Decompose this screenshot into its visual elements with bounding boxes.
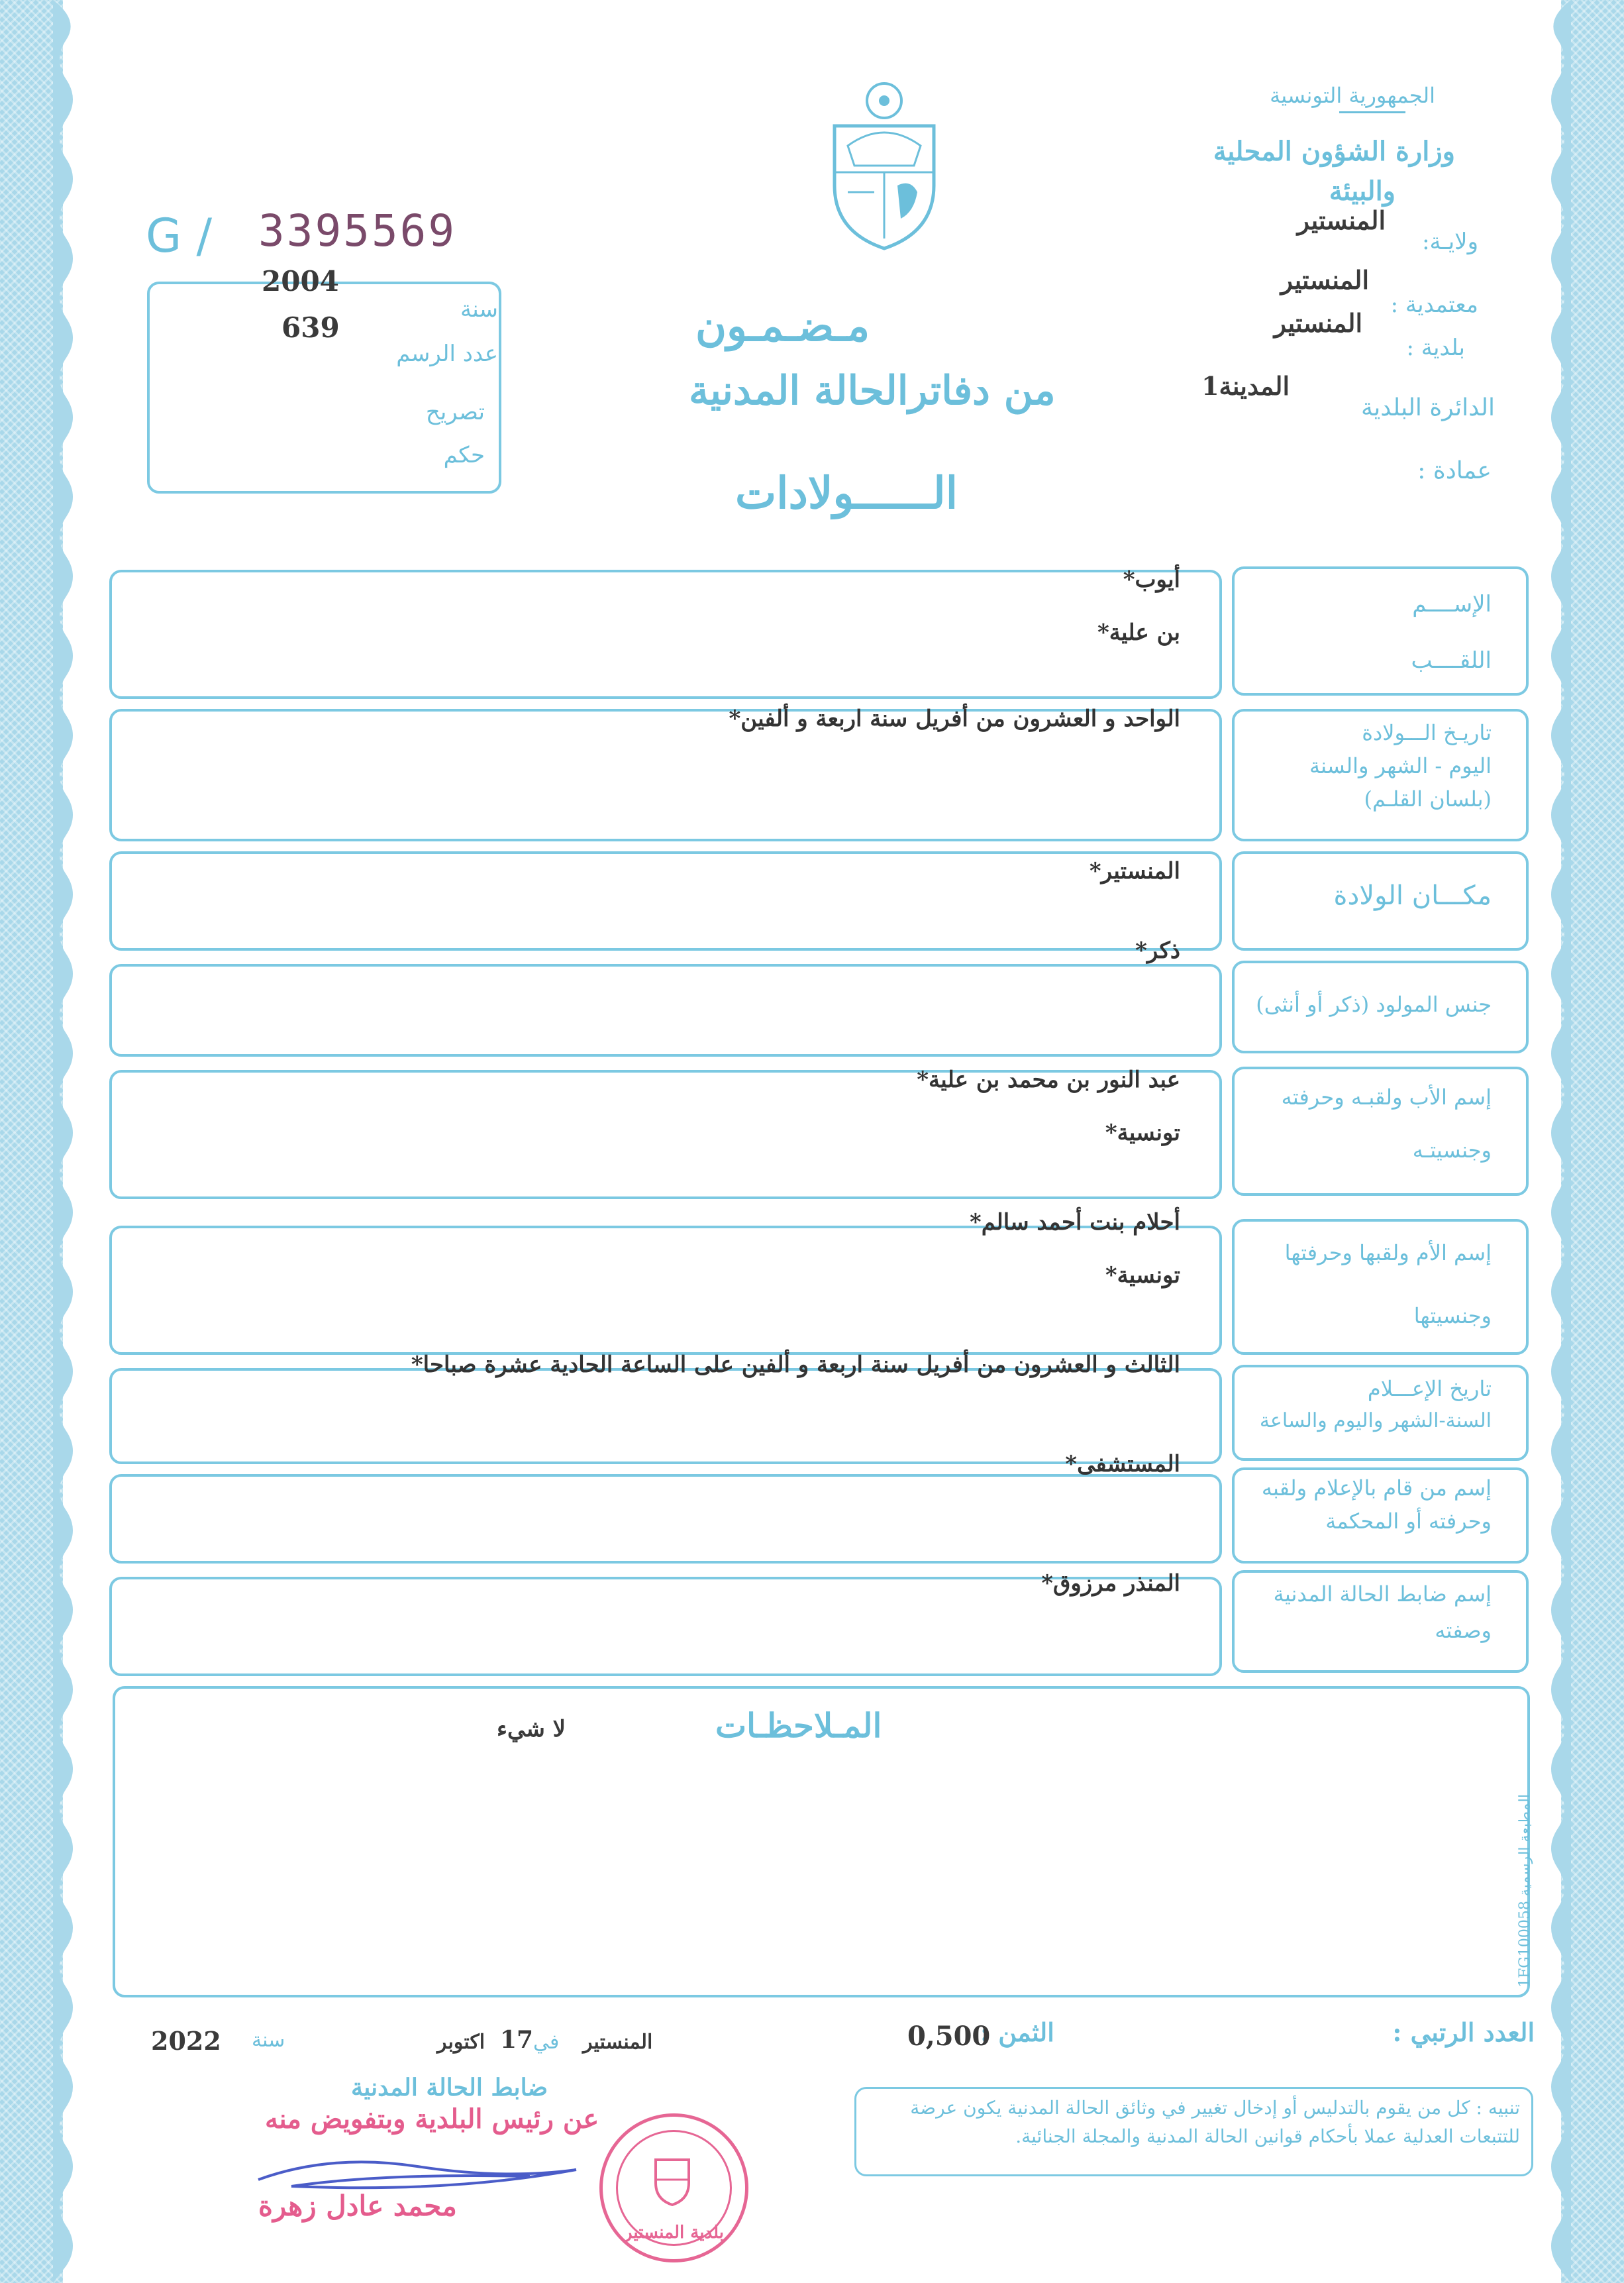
label-officer-title: وصفته [1435,1618,1492,1643]
label-mother-nationality: وجنسيتها [1413,1303,1492,1328]
seal-text: بلدية المنستير [624,2223,724,2243]
value-sex: ذكر* [1135,937,1180,964]
seal-coat-of-arms-icon [652,2153,692,2206]
row-sex-value-box [109,964,1222,1057]
tunisia-coat-of-arms-icon [828,73,940,252]
value-declaration-date: الثالث و العشرون من أفريل سنة اربعة و ألفين على الساعة الحادية عشرة صباحا* [411,1352,1180,1378]
label-father: إسم الأب ولقبـه وحرفته [1281,1085,1492,1110]
ministry-line-2: والبيئة [1329,176,1396,207]
price-label: الثمن : [980,2017,1054,2047]
label-birthdate-format: اليوم - الشهر والسنة [1309,753,1492,778]
footer-place: المنستير [583,2031,653,2054]
label-declaration-date: تاريخ الإعـــلام [1367,1376,1492,1401]
header-divider [1339,111,1405,113]
label-mother: إسم الأم ولقبها وحرفتها [1284,1240,1492,1265]
footer-year-value: 2022 [151,2026,221,2056]
footer-year-label: سنة [252,2029,285,2052]
value-father-nationality: تونسية* [1105,1120,1180,1146]
value-mother: أحلام بنت أحمد سالم* [969,1209,1180,1236]
warning-text: تنبيه : كل من يقوم بالتدليس أو إدخال تغيير في وثائق الحالة المدنية يكون عرضة للتتبعات العدلية عملا بأحكام قوانين الحالة المدنية والمجلة الجنائية. [910,2097,1520,2148]
value-officer: المنذر مرزوق* [1041,1570,1180,1597]
serial-number: 3395569 [258,205,457,256]
municipality-label: بلدية : [1406,335,1465,361]
signature-name: محمد عادل زهرة [258,2190,457,2222]
ministry-line-1: وزارة الشؤون المحلية [1213,136,1455,167]
label-sex: جنس المولود (ذكر أو أنثى) [1256,992,1492,1017]
registry-declaration-label: تصريح [425,399,485,425]
delegation-value: المنستير [1280,265,1369,295]
officer-title: ضابط الحالة المدنية [351,2074,548,2101]
footer-in-label: في [533,2031,560,2054]
wave-edge-right [1545,0,1571,2283]
row-declarant-value-box [109,1474,1222,1564]
row-mother-value-box [109,1226,1222,1355]
row-declaration-date-value-box [109,1368,1222,1464]
district-label: الدائرة البلدية [1360,394,1495,421]
registry-number-label: عدد الرسم [396,341,498,367]
footer-month: اكتوبر [437,2031,485,2054]
republic-name: الجمهورية التونسية [1270,83,1435,108]
value-birthplace: المنستير* [1089,858,1180,884]
remarks-label: المـلاحظـات [715,1706,882,1745]
label-father-nationality: وجنسيتـه [1412,1138,1492,1163]
row-name-value-box [109,570,1222,699]
value-father: عبد النور بن محمد بن علية* [917,1067,1180,1093]
row-birthplace-value-box [109,851,1222,951]
value-mother-nationality: تونسية* [1105,1262,1180,1289]
registry-year-value: 2004 [262,265,339,297]
label-declarant: إسم من قام بالإعلام ولقبه [1261,1475,1492,1501]
imada-label: عمادة : [1417,457,1492,484]
remarks-value: لا شيء [497,1716,566,1742]
wave-edge-left [53,0,79,2283]
district-value: المدينة1 [1201,371,1290,401]
value-declarant: المستشفى* [1065,1451,1180,1477]
serial-prefix: G / [146,209,213,263]
title-line-1: مـضـمـون [695,301,870,351]
label-birthdate: تاريـخ الـــولادة [1362,720,1492,745]
label-last-name: اللقــــب [1411,647,1492,674]
value-birthdate: الواحد و العشرون من أفريل سنة اربعة و ألفين* [729,706,1180,732]
value-first-name: أيوب* [1123,566,1180,593]
price-value: 0,500 [907,2021,991,2052]
registry-year-label: سنة [460,296,498,323]
delegation-label: معتمدية : [1390,292,1478,318]
label-birthdate-note: (بلسان القلـم) [1364,786,1492,812]
value-last-name: بن علية* [1097,619,1180,646]
municipality-value: المنستير [1274,308,1362,338]
wilaya-label: ولايـة: [1422,229,1478,255]
label-declarant-role: وحرفته أو المحكمة [1325,1509,1492,1534]
section-title: الــــــولادات [735,467,958,519]
label-officer: إسم ضابط الحالة المدنية [1273,1581,1492,1607]
wilaya-value: المنستير [1297,205,1386,235]
footer-day: 17 [500,2026,534,2054]
title-line-2: من دفاترالحالة المدنية [689,368,1056,414]
label-declaration-date-format: السنة-الشهر واليوم والساعة [1259,1409,1492,1432]
registry-judgment-label: حكم [443,442,485,468]
stamp-line: عن رئيس البلدية وبتفويض منه [265,2103,599,2135]
registry-number-value: 639 [281,311,340,344]
municipal-seal-icon [599,2113,748,2262]
printer-note: المطبعة الرسمية 1FG100058 [1517,1794,1533,1988]
label-first-name: الإســــم [1412,591,1492,617]
ordinal-label: العدد الرتبي : [1392,2017,1535,2047]
label-birthplace: مكـــان الولادة [1333,880,1492,911]
